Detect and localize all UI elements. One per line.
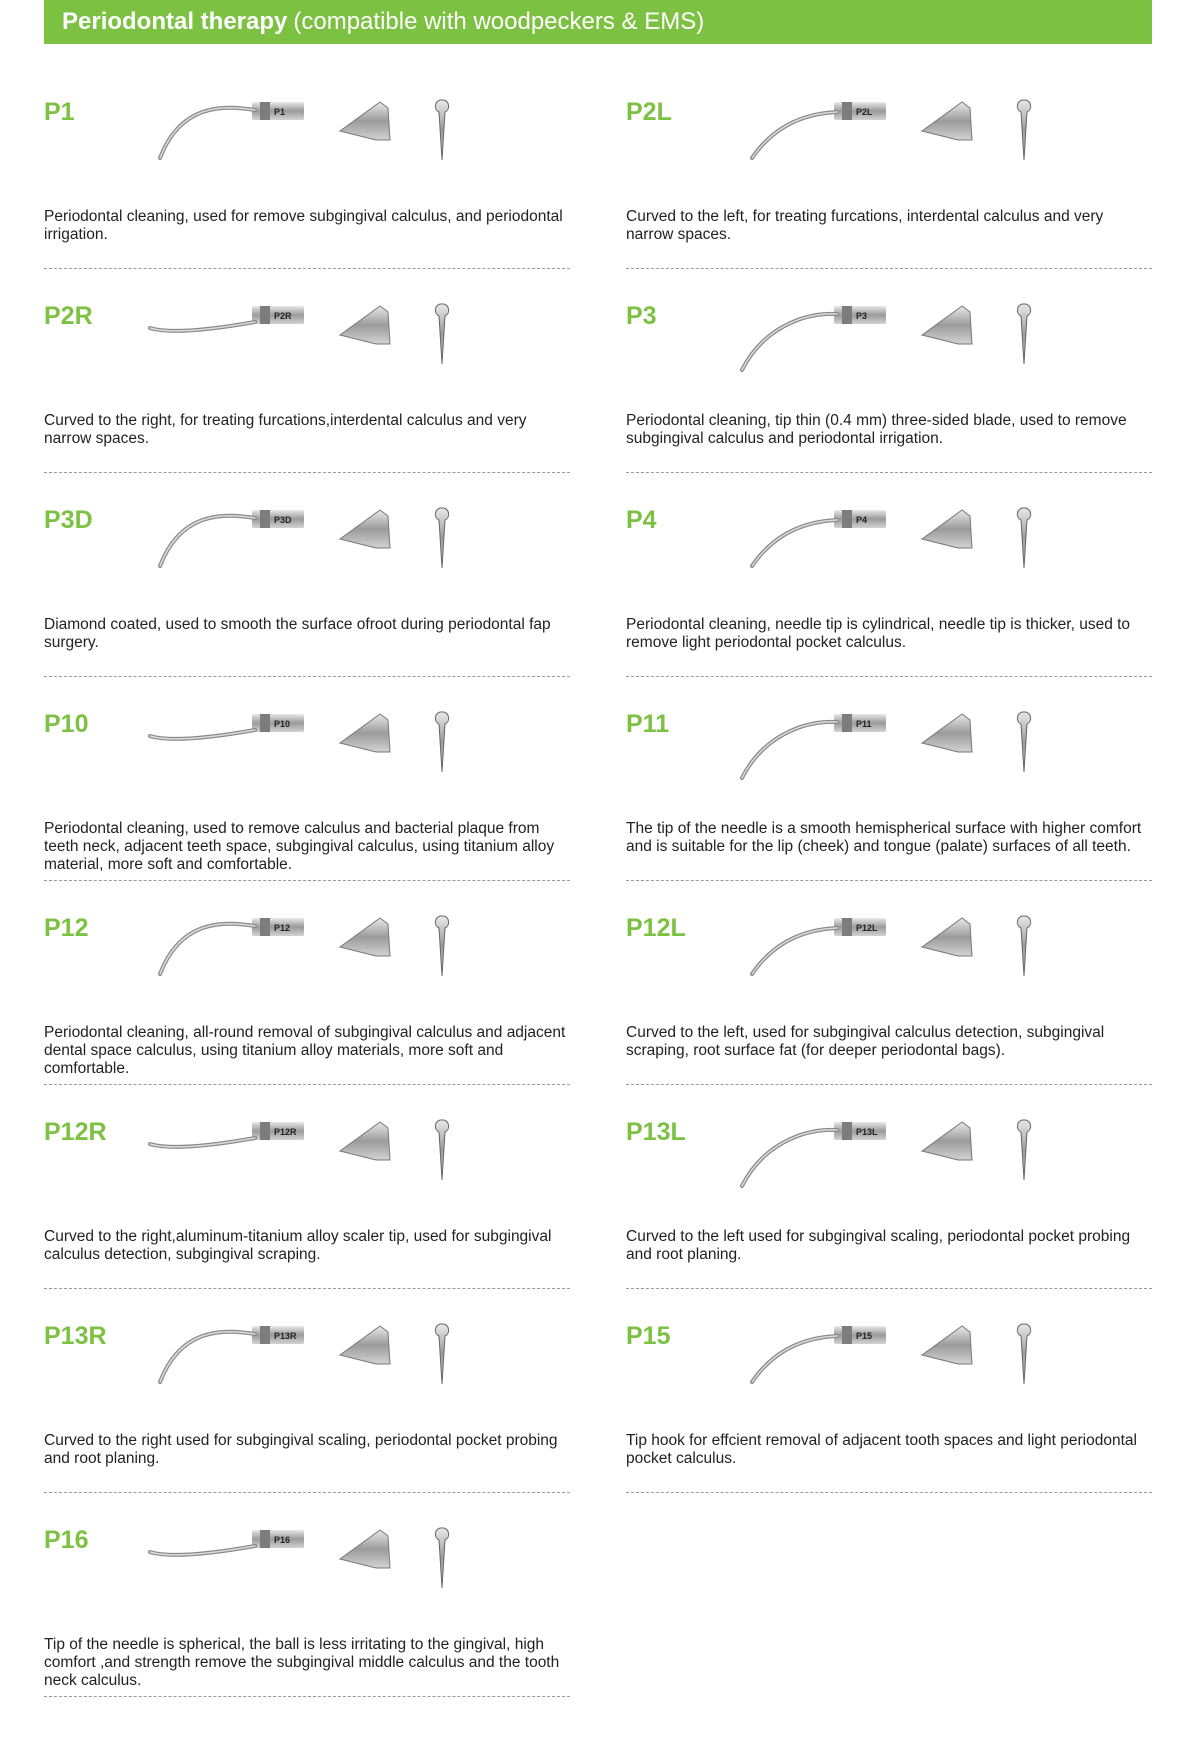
tip-wire bbox=[752, 520, 837, 566]
product-images bbox=[722, 504, 1122, 604]
product-code: P10 bbox=[44, 710, 89, 738]
tip-wire bbox=[752, 928, 837, 974]
product-images bbox=[140, 912, 540, 1012]
scaler-tip-illustration bbox=[140, 1116, 540, 1216]
dashed-divider bbox=[626, 472, 1152, 473]
tip-engraving: P10 bbox=[274, 719, 291, 729]
tip-wire-highlight bbox=[752, 928, 837, 974]
tip-shank-band bbox=[260, 714, 270, 732]
tip-wire-highlight bbox=[752, 520, 837, 566]
product-card-p1 bbox=[44, 96, 570, 302]
scaler-tip-illustration bbox=[140, 708, 540, 808]
dashed-divider bbox=[626, 880, 1152, 881]
dashed-divider bbox=[44, 1696, 570, 1697]
scaler-tip-illustration bbox=[722, 300, 1122, 400]
tip-shank-band bbox=[260, 102, 270, 120]
product-description: Curved to the left, used for subgingival calculus detection, subgingival scraping, root surface fat (for deeper periodontal bags). bbox=[626, 1024, 1105, 1059]
tip-front-view bbox=[435, 508, 448, 568]
tip-front-view bbox=[435, 712, 448, 772]
dashed-divider bbox=[626, 1084, 1152, 1085]
tip-engraving: P13R bbox=[274, 1331, 297, 1341]
tip-shank-band bbox=[260, 306, 270, 324]
product-card-p13l bbox=[626, 1116, 1152, 1322]
tip-shank-band bbox=[842, 1326, 852, 1344]
tip-engraving: P15 bbox=[856, 1331, 873, 1341]
dashed-divider bbox=[44, 676, 570, 677]
tip-engraving: P16 bbox=[274, 1535, 291, 1545]
product-card-p12 bbox=[44, 912, 570, 1118]
scaler-tip-illustration bbox=[140, 912, 540, 1012]
tip-wire bbox=[752, 1336, 837, 1382]
product-code: P12 bbox=[44, 914, 89, 942]
dashed-divider bbox=[44, 472, 570, 473]
tip-engraving: P12L bbox=[856, 923, 878, 933]
dashed-divider bbox=[44, 268, 570, 269]
tip-wire-highlight bbox=[752, 112, 837, 158]
product-images bbox=[722, 1116, 1122, 1216]
tip-wire-highlight bbox=[160, 1332, 255, 1382]
product-images bbox=[722, 912, 1122, 1012]
product-card-p12l bbox=[626, 912, 1152, 1118]
tip-shank-band bbox=[842, 306, 852, 324]
product-code: P2L bbox=[626, 98, 672, 126]
product-images bbox=[140, 300, 540, 400]
product-code: P4 bbox=[626, 506, 657, 534]
scaler-tip-illustration bbox=[140, 96, 540, 196]
dashed-divider bbox=[626, 1492, 1152, 1493]
tip-front-view bbox=[435, 916, 448, 976]
scaler-tip-illustration bbox=[722, 708, 1122, 808]
dashed-divider bbox=[44, 880, 570, 881]
tip-front-view bbox=[1017, 712, 1030, 772]
tip-side-view bbox=[922, 1122, 972, 1160]
product-description: Periodontal cleaning, used for remove subgingival calculus, and periodontal irrigation. bbox=[44, 208, 563, 243]
product-code: P13R bbox=[44, 1322, 107, 1350]
product-code: P11 bbox=[626, 710, 670, 738]
product-card-p10 bbox=[44, 708, 570, 914]
product-card-p3d bbox=[44, 504, 570, 710]
product-card-p13r bbox=[44, 1320, 570, 1526]
tip-shank-band bbox=[260, 1530, 270, 1548]
scaler-tip-illustration bbox=[722, 96, 1122, 196]
product-images bbox=[140, 96, 540, 196]
product-code: P15 bbox=[626, 1322, 671, 1350]
tip-engraving: P13L bbox=[856, 1127, 878, 1137]
tip-side-view bbox=[922, 306, 972, 344]
page-subtitle: (compatible with woodpeckers & EMS) bbox=[293, 8, 705, 35]
tip-front-view bbox=[1017, 1324, 1030, 1384]
tip-shank-band bbox=[842, 918, 852, 936]
tip-engraving: P2L bbox=[856, 107, 873, 117]
tip-side-view bbox=[922, 510, 972, 548]
page-title: Periodontal therapy bbox=[62, 8, 288, 35]
tip-side-view bbox=[340, 918, 390, 956]
tip-engraving: P11 bbox=[856, 719, 872, 729]
tip-side-view bbox=[922, 1326, 972, 1364]
tip-wire-highlight bbox=[160, 108, 255, 158]
product-images bbox=[722, 96, 1122, 196]
tip-wire bbox=[742, 722, 837, 778]
scaler-tip-illustration bbox=[140, 504, 540, 604]
product-description: Periodontal cleaning, tip thin (0.4 mm) three-sided blade, used to remove subgingival calculus and periodontal irrigation. bbox=[626, 412, 1127, 447]
product-images bbox=[140, 1524, 540, 1624]
tip-shank-band bbox=[260, 510, 270, 528]
tip-shank-band bbox=[260, 1122, 270, 1140]
tip-engraving: P1 bbox=[274, 107, 286, 117]
product-card-p12r bbox=[44, 1116, 570, 1322]
tip-side-view bbox=[340, 102, 390, 140]
tip-side-view bbox=[922, 918, 972, 956]
tip-front-view bbox=[1017, 304, 1030, 364]
scaler-tip-illustration bbox=[722, 504, 1122, 604]
product-card-p3 bbox=[626, 300, 1152, 506]
product-images bbox=[140, 708, 540, 808]
tip-side-view bbox=[922, 714, 972, 752]
scaler-tip-illustration bbox=[140, 300, 540, 400]
tip-wire-highlight bbox=[160, 516, 255, 566]
product-description: Diamond coated, used to smooth the surface ofroot during periodontal fap surgery. bbox=[44, 616, 551, 651]
product-images bbox=[140, 1320, 540, 1420]
product-description: Curved to the left, for treating furcations, interdental calculus and very narrow spaces. bbox=[626, 208, 1104, 243]
product-description: Curved to the right, for treating furcations,interdental calculus and very narrow spaces. bbox=[44, 412, 527, 447]
tip-side-view bbox=[340, 714, 390, 752]
product-card-p11 bbox=[626, 708, 1152, 914]
tip-front-view bbox=[435, 304, 448, 364]
product-card-p16 bbox=[44, 1524, 570, 1730]
page-title-banner bbox=[44, 0, 1152, 44]
product-description: Periodontal cleaning, needle tip is cylindrical, needle tip is thicker, used to remove light periodontal pocket calculus. bbox=[626, 616, 1131, 651]
tip-front-view bbox=[1017, 1120, 1030, 1180]
product-images bbox=[722, 708, 1122, 808]
tip-engraving: P4 bbox=[856, 515, 868, 525]
tip-front-view bbox=[435, 1528, 448, 1588]
product-code: P1 bbox=[44, 98, 75, 126]
tip-side-view bbox=[340, 306, 390, 344]
product-description: Tip hook for effcient removal of adjacent tooth spaces and light periodontal pocket calculus. bbox=[626, 1432, 1137, 1467]
product-code: P13L bbox=[626, 1118, 686, 1146]
dashed-divider bbox=[44, 1288, 570, 1289]
tip-wire bbox=[752, 112, 837, 158]
tip-side-view bbox=[340, 510, 390, 548]
tip-wire bbox=[742, 1130, 837, 1186]
dashed-divider bbox=[626, 676, 1152, 677]
dashed-divider bbox=[44, 1492, 570, 1493]
tip-shank-band bbox=[260, 1326, 270, 1344]
tip-front-view bbox=[1017, 100, 1030, 160]
tip-wire bbox=[742, 314, 837, 370]
product-card-p15 bbox=[626, 1320, 1152, 1526]
tip-engraving: P2R bbox=[274, 311, 292, 321]
product-description: The tip of the needle is a smooth hemispherical surface with higher comfort and is suitable for the lip (cheek) and tongue (palate) surfaces of all teeth. bbox=[626, 820, 1142, 855]
tip-shank-band bbox=[842, 102, 852, 120]
tip-front-view bbox=[435, 1120, 448, 1180]
tip-front-view bbox=[1017, 916, 1030, 976]
tip-wire-highlight bbox=[752, 1336, 837, 1382]
product-card-p2r bbox=[44, 300, 570, 506]
tip-shank-band bbox=[842, 510, 852, 528]
scaler-tip-illustration bbox=[140, 1524, 540, 1624]
tip-front-view bbox=[435, 100, 448, 160]
product-card-p4 bbox=[626, 504, 1152, 710]
tip-shank-band bbox=[842, 1122, 852, 1140]
tip-engraving: P3 bbox=[856, 311, 868, 321]
product-code: P2R bbox=[44, 302, 93, 330]
product-images bbox=[722, 1320, 1122, 1420]
tip-engraving: P12 bbox=[274, 923, 291, 933]
product-code: P16 bbox=[44, 1526, 89, 1554]
scaler-tip-illustration bbox=[140, 1320, 540, 1420]
product-images bbox=[722, 300, 1122, 400]
product-code: P12R bbox=[44, 1118, 107, 1146]
product-description: Tip of the needle is spherical, the ball is less irritating to the gingival, high comfort ,and strength remove the subgingival middle calculus and the tooth neck calculus. bbox=[44, 1636, 560, 1689]
product-description: Curved to the right used for subgingival scaling, periodontal pocket probing and root planing. bbox=[44, 1432, 558, 1467]
product-code: P3D bbox=[44, 506, 93, 534]
scaler-tip-illustration bbox=[722, 912, 1122, 1012]
scaler-tip-illustration bbox=[722, 1116, 1122, 1216]
tip-front-view bbox=[435, 1324, 448, 1384]
tip-shank-band bbox=[842, 714, 852, 732]
dashed-divider bbox=[626, 268, 1152, 269]
product-code: P12L bbox=[626, 914, 686, 942]
product-images bbox=[140, 1116, 540, 1216]
tip-side-view bbox=[922, 102, 972, 140]
product-code: P3 bbox=[626, 302, 657, 330]
dashed-divider bbox=[626, 1288, 1152, 1289]
product-card-p2l bbox=[626, 96, 1152, 302]
dashed-divider bbox=[44, 1084, 570, 1085]
tip-engraving: P12R bbox=[274, 1127, 297, 1137]
product-images bbox=[140, 504, 540, 604]
product-description: Periodontal cleaning, all-round removal of subgingival calculus and adjacent dental space calculus, using titanium alloy materials, more soft and comfortable. bbox=[44, 1024, 566, 1077]
tip-shank-band bbox=[260, 918, 270, 936]
tip-side-view bbox=[340, 1530, 390, 1568]
tip-side-view bbox=[340, 1122, 390, 1160]
product-description: Curved to the left used for subgingival scaling, periodontal pocket probing and root planing. bbox=[626, 1228, 1131, 1263]
scaler-tip-illustration bbox=[722, 1320, 1122, 1420]
tip-side-view bbox=[340, 1326, 390, 1364]
product-description: Periodontal cleaning, used to remove calculus and bacterial plaque from teeth neck, adjacent teeth space, subgingival calculus, using titanium alloy material, more soft and comfortable. bbox=[44, 820, 555, 873]
tip-front-view bbox=[1017, 508, 1030, 568]
product-description: Curved to the right,aluminum-titanium alloy scaler tip, used for subgingival calculus detection, subgingival scraping. bbox=[44, 1228, 552, 1263]
tip-wire-highlight bbox=[160, 924, 255, 974]
tip-engraving: P3D bbox=[274, 515, 292, 525]
